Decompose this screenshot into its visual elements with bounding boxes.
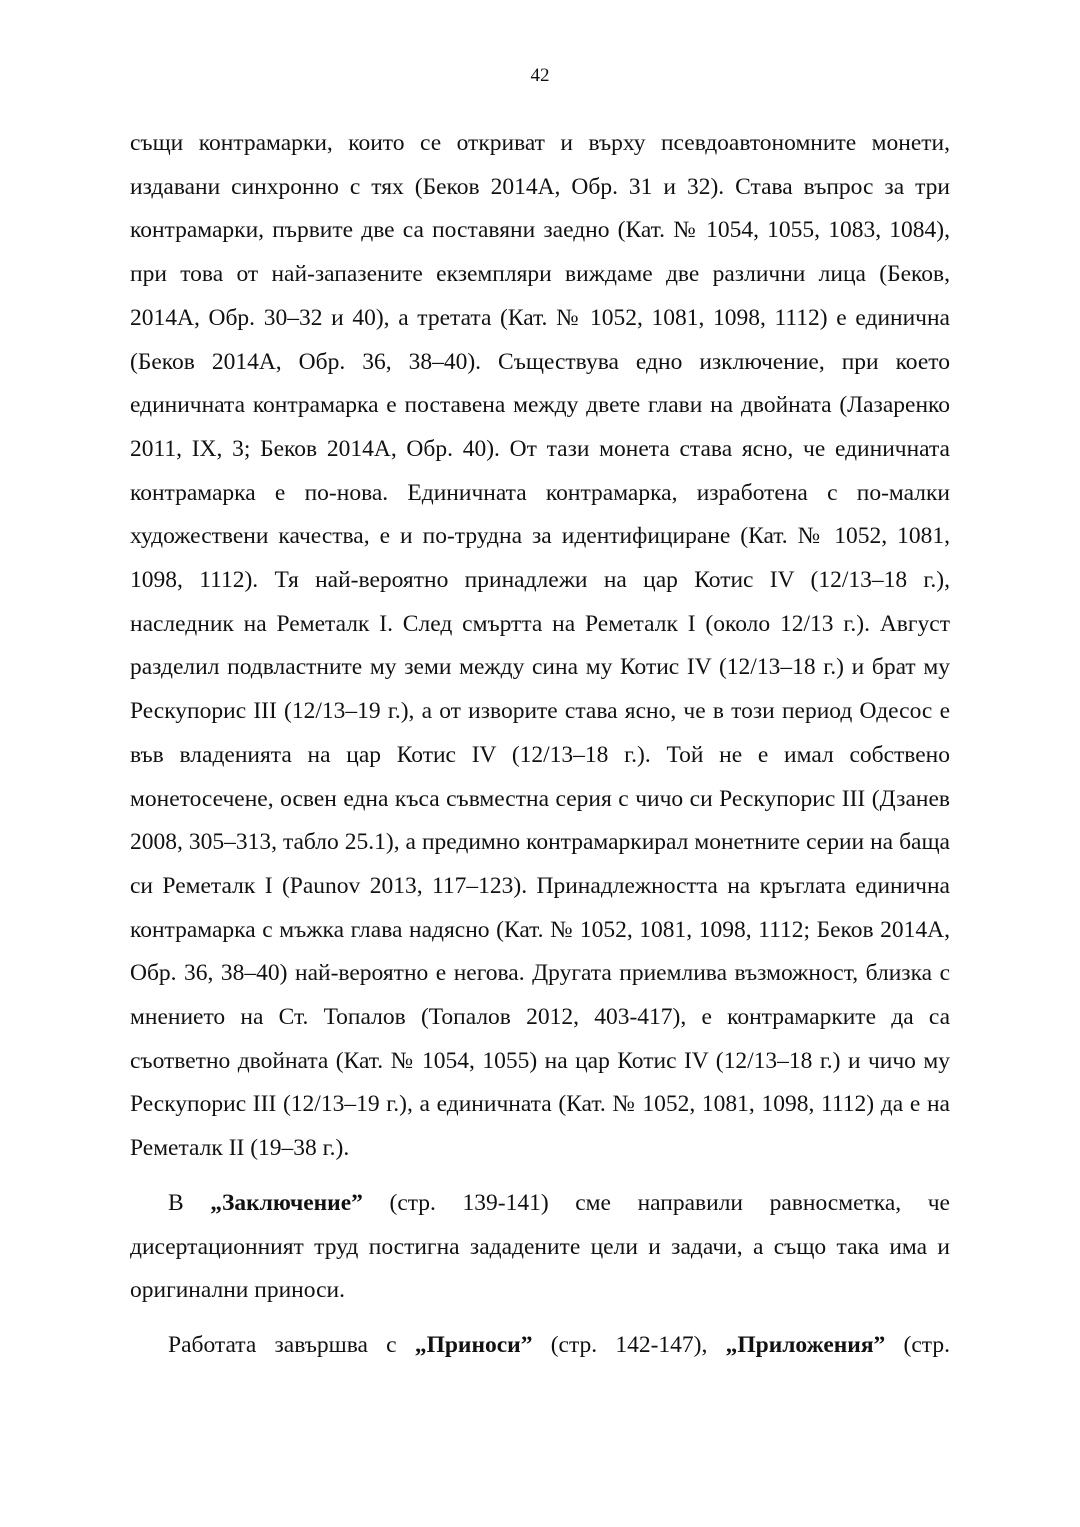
- contributions-lead: Работата завършва с: [168, 1331, 415, 1358]
- conclusion-heading: „Заключение”: [210, 1189, 363, 1216]
- contributions-pages: (стр. 142-147),: [532, 1331, 726, 1358]
- document-body: [130, 122, 950, 1368]
- contributions-heading: „Приноси”: [414, 1331, 533, 1358]
- conclusion-text: (стр. 139-141) сме направили равносметка, че дисертационният труд постигна зададените цели и задачи, а също така има и оригинални приноси.: [130, 1189, 950, 1304]
- paragraph-countermarks: същи контрамарки, които се откриват и върху псевдоавтономните монети, издавани синхронно с тях (Беков 2014А, Обр. 31 и 32). Става въпрос за три контрамарки, първите две са поставяни заедно (Кат. № 1054, 1055, 1083, 1084), при това от най-запазените екземпляри виждаме две различни лица (Беков, 2014А, Обр. 30–32 и 40), а третата (Кат. № 1052, 1081, 1098, 1112) е единична (Беков 2014А, Обр. 36, 38–40). Съществува едно изключение, при което единичната контрамарка е поставена между двете глави на двойната (Лазаренко 2011, IX, 3; Беков 2014А, Обр. 40). От тази монета става ясно, че единичната контрамарка е по-нова. Единичната контрамарка, изработена с по-малки художествени качества, е и по-трудна за идентифициране (Кат. № 1052, 1081, 1098, 1112). Тя най-вероятно принадлежи на цар Котис IV (12/13–18 г.), наследник на Реметалк I. След смъртта на Реметалк I (около 12/13 г.). Август разделил подвластните му земи между сина му Котис IV (12/13–18 г.) и брат му Рескупорис III (12/13–19 г.), а от изворите става ясно, че в този период Одесос е във владенията на цар Котис IV (12/13–18 г.). Той не е имал собствено монетосечене, освен една къса съвместна серия с чичо си Рескупорис III (Дзанев 2008, 305–313, табло 25.1), а предимно контрамаркирал монетните серии на баща си Реметалк I (Paunov 2013, 117–123). Принадлежността на кръглата единична контрамарка с мъжка глава надясно (Кат. № 1052, 1081, 1098, 1112; Беков 2014А, Обр. 36, 38–40) най-вероятно е негова. Другата приемлива възможност, близка с мнението на Ст. Топалов (Топалов 2012, 403-417), е контрамарките да са съответно двойната (Кат. № 1054, 1055) на цар Котис IV (12/13–18 г.) и чичо му Рескупорис III (12/13–19 г.), а единичната (Кат. № 1052, 1081, 1098, 1112) да е на Реметалк II (19–38 г.).: [130, 130, 950, 1162]
- page-number: 42: [530, 65, 550, 86]
- appendices-heading: „Приложения”: [725, 1331, 886, 1358]
- paragraph-contributions: [130, 1324, 950, 1368]
- paragraph-conclusion: [130, 1182, 950, 1313]
- conclusion-lead: В: [168, 1189, 211, 1216]
- appendices-text: (стр.: [885, 1331, 950, 1358]
